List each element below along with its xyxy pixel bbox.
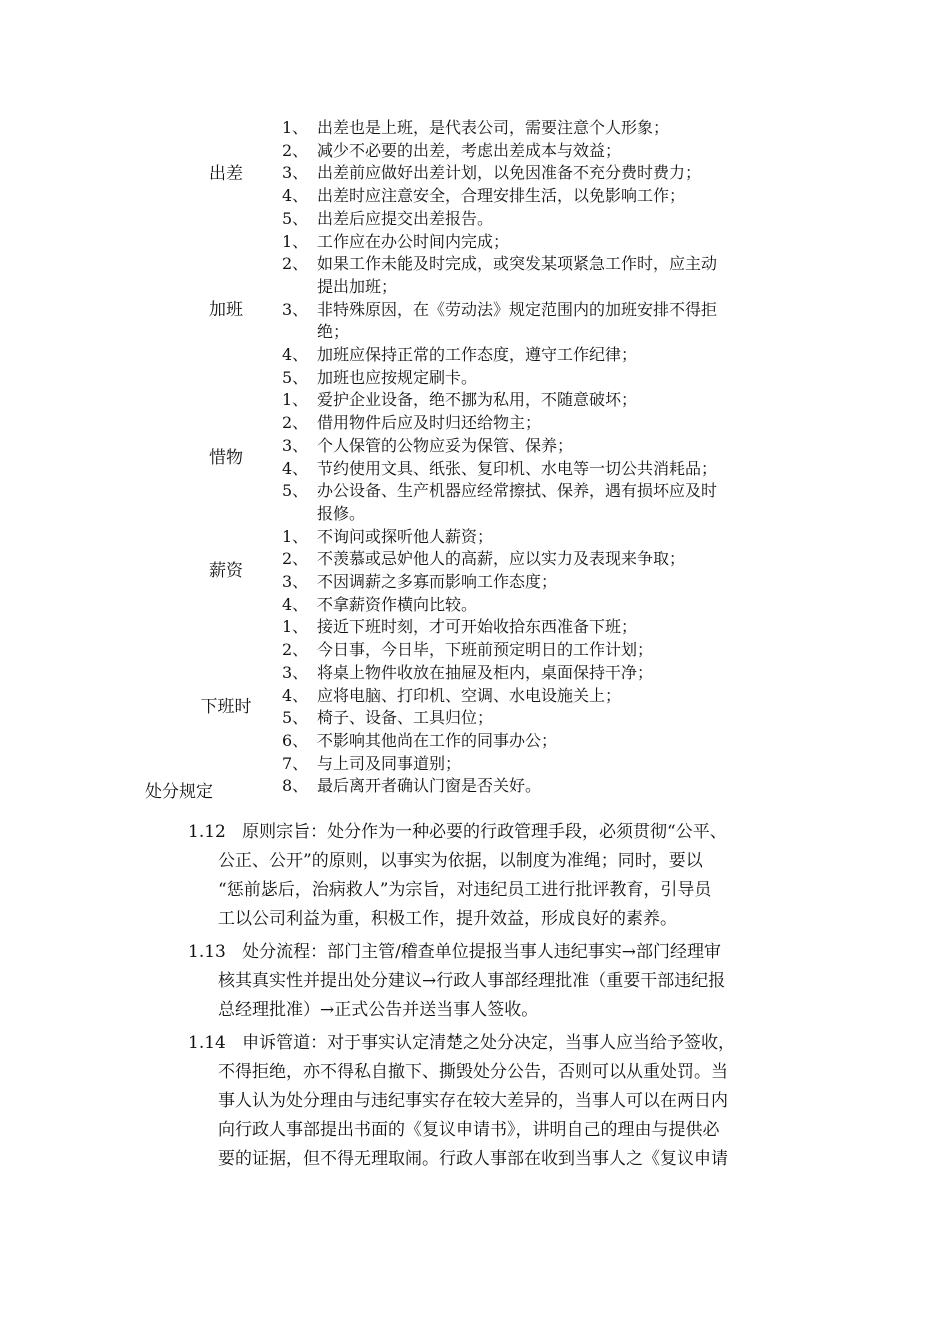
- rule-item-line: 减少不必要的出差，考虑出差成本与效益；: [317, 140, 622, 160]
- rule-item-number: 7、: [282, 753, 309, 773]
- rule-item-line: 办公设备、生产机器应经常擦拭、保养，遇有损坏应及时: [317, 481, 718, 501]
- rule-item-line: 出差时应注意安全，合理安排生活，以免影响工作；: [317, 186, 686, 206]
- rule-item-line: 将桌上物件收放在抽屉及柜内，桌面保持干净；: [317, 662, 654, 682]
- clause-paragraph: [188, 818, 800, 934]
- rule-category-label: 出差: [209, 163, 243, 184]
- rule-item-list: [262, 616, 830, 798]
- clause-line: 工以公司利益为重，积极工作，提升效益，形成良好的素养。: [218, 909, 677, 929]
- rule-item-text: [317, 162, 830, 185]
- rule-item-line: 非特殊原因，在《劳动法》规定范围内的加班安排不得拒: [317, 299, 718, 319]
- rule-item-number: 2、: [282, 549, 309, 569]
- rule-item-line: 工作应在办公时间内完成；: [317, 231, 510, 251]
- rule-item-number: 3、: [282, 435, 309, 455]
- rule-item-number: 5、: [282, 708, 309, 728]
- rule-item-line: 接近下班时刻，才可开始收拾东西准备下班；: [317, 617, 638, 637]
- rule-item: [262, 526, 830, 549]
- rule-item-number: 3、: [282, 299, 309, 319]
- rule-item-text: [317, 389, 830, 412]
- rule-item-number: 2、: [282, 413, 309, 433]
- rule-item-number: 1、: [282, 390, 309, 410]
- rule-item: [262, 344, 830, 367]
- rule-item-number: 8、: [282, 776, 309, 796]
- rule-item: [262, 412, 830, 435]
- rule-item-text: [317, 639, 830, 662]
- rule-item-line: 如果工作未能及时完成，或突发某项紧急工作时，应主动: [317, 254, 718, 274]
- rule-item-number: 5、: [282, 481, 309, 501]
- clause-line: 事人认为处分理由与违纪事实存在较大差异的，当事人可以在两日内: [218, 1091, 728, 1111]
- rule-item-line: 报修。: [317, 503, 366, 523]
- rule-item-number: 3、: [282, 572, 309, 592]
- rule-item: [262, 616, 830, 639]
- rule-item-line: 借用物件后应及时归还给物主；: [317, 413, 542, 433]
- rule-item-line: 最后离开者确认门窗是否关好。: [317, 776, 542, 796]
- rule-item-line: 不影响其他尚在工作的同事办公；: [317, 730, 558, 750]
- rule-group: [190, 389, 830, 525]
- rule-category-label: 惜物: [209, 447, 243, 468]
- rule-item-line: 椅子、设备、工具归位；: [317, 708, 494, 728]
- rule-item-line: 加班应保持正常的工作态度，遵守工作纪律；: [317, 345, 638, 365]
- rule-item-text: [317, 185, 830, 208]
- rule-item-line: 不询问或探听他人薪资；: [317, 526, 494, 546]
- rule-item: [262, 208, 830, 231]
- rule-item-number: 1、: [282, 526, 309, 546]
- rule-group: [190, 616, 830, 798]
- rule-category-label: 加班: [209, 299, 243, 320]
- rule-item-text: [317, 548, 830, 571]
- rule-item: [262, 753, 830, 776]
- rule-item-list: [262, 389, 830, 525]
- rule-item: [262, 775, 830, 798]
- clause-line: 公正、公开”的原则，以事实为依据，以制度为准绳；同时，要以: [218, 851, 703, 871]
- rule-item-number: 4、: [282, 594, 309, 614]
- rule-item-line: 出差也是上班，是代表公司，需要注意个人形象；: [317, 118, 670, 137]
- rule-item-text: [317, 571, 830, 594]
- rule-item-text: [317, 367, 830, 390]
- rule-item-text: [317, 208, 830, 231]
- rule-item-number: 4、: [282, 345, 309, 365]
- rule-item-text: [317, 231, 830, 254]
- rule-item: [262, 571, 830, 594]
- rule-item-line: 提出加班；: [317, 276, 398, 296]
- rule-item-text: [317, 616, 830, 639]
- rule-item-number: 5、: [282, 367, 309, 387]
- rule-item-text: [317, 526, 830, 549]
- rule-item: [262, 707, 830, 730]
- rule-item-line: 不羡慕或忌妒他人的高薪，应以实力及表现来争取；: [317, 549, 686, 569]
- rule-item-text: [317, 685, 830, 708]
- clause-line: “惩前毖后，治病救人”为宗旨，对违纪员工进行批评教育，引导员: [218, 880, 712, 900]
- rule-item-list: [262, 231, 830, 390]
- clause-line: 向行政人事部提出书面的《复议申请书》，讲明自己的理由与提供必: [218, 1120, 720, 1140]
- clause-line: 要的证据，但不得无理取闹。行政人事部在收到当事人之《复议申请: [218, 1149, 728, 1169]
- rule-item-line: 出差后应提交出差报告。: [317, 208, 494, 228]
- rule-item-line: 爱护企业设备，绝不挪为私用，不随意破坏；: [317, 390, 638, 410]
- clause-first-line: 1.12 原则宗旨：处分作为一种必要的行政管理手段，必须贯彻“公平、: [188, 822, 727, 842]
- rule-item: [262, 730, 830, 753]
- rule-item: [262, 662, 830, 685]
- clause-paragraph: [188, 938, 800, 1025]
- rule-item-line: 不因调薪之多寡而影响工作态度；: [317, 572, 558, 592]
- rule-item-line: 与上司及同事道别；: [317, 753, 462, 773]
- rule-item-number: 4、: [282, 685, 309, 705]
- rule-category-label: 薪资: [209, 561, 243, 582]
- rule-item-line: 绝；: [317, 322, 350, 342]
- rule-item-number: 4、: [282, 458, 309, 478]
- rule-item-text: [317, 253, 830, 298]
- clause-first-line: 1.14 申诉管道：对于事实认定清楚之处分决定，当事人应当给予签收，: [188, 1033, 736, 1053]
- rule-item-number: 4、: [282, 186, 309, 206]
- rule-item-text: [317, 435, 830, 458]
- rule-item: [262, 231, 830, 254]
- rule-item-line: 应将电脑、打印机、空调、水电设施关上；: [317, 685, 622, 705]
- rule-item-text: [317, 775, 830, 798]
- rule-item: [262, 162, 830, 185]
- conduct-rules-table: [190, 117, 830, 798]
- rule-item-number: 2、: [282, 640, 309, 660]
- rule-category-label: 下班时: [200, 697, 252, 718]
- rule-item-text: [317, 299, 830, 344]
- rule-item-number: 5、: [282, 208, 309, 228]
- rule-item: [262, 367, 830, 390]
- rule-item-text: [317, 730, 830, 753]
- rule-item-text: [317, 117, 830, 140]
- rule-item-number: 2、: [282, 140, 309, 160]
- rule-item-text: [317, 412, 830, 435]
- clause-line: 不得拒绝，亦不得私自撤下、撕毁处分公告，否则可以从重处罚。当: [218, 1062, 728, 1082]
- rule-item: [262, 458, 830, 481]
- rule-item: [262, 299, 830, 344]
- rule-item-list: [262, 117, 830, 231]
- clause-first-line: 1.13 处分流程：部门主管/稽查单位提报当事人违纪事实→部门经理审: [188, 942, 722, 962]
- rule-item: [262, 117, 830, 140]
- clause-list: [188, 818, 800, 1178]
- rule-item-list: [262, 526, 830, 617]
- clause-line: 核其真实性并提出处分建议→行政人事部经理批准（重要干部违纪报: [218, 971, 726, 991]
- rule-item-text: [317, 662, 830, 685]
- rule-item: [262, 639, 830, 662]
- rule-item-number: 3、: [282, 163, 309, 183]
- rule-item-text: [317, 707, 830, 730]
- rule-item: [262, 253, 830, 298]
- rule-item: [262, 685, 830, 708]
- rule-group: [190, 526, 830, 617]
- rule-item: [262, 480, 830, 525]
- rule-item-number: 1、: [282, 617, 309, 637]
- rule-item-text: [317, 480, 830, 525]
- clause-line: 总经理批准）→正式公告并送当事人签收。: [218, 1000, 539, 1020]
- rule-item-line: 个人保管的公物应妥为保管、保养；: [317, 435, 574, 455]
- rule-item-text: [317, 458, 830, 481]
- rule-item: [262, 548, 830, 571]
- rule-item: [262, 594, 830, 617]
- rule-item: [262, 140, 830, 163]
- rule-item: [262, 389, 830, 412]
- rule-item-line: 出差前应做好出差计划，以免因准备不充分费时费力；: [317, 163, 702, 183]
- rule-item-number: 3、: [282, 662, 309, 682]
- rule-item-number: 2、: [282, 254, 309, 274]
- rule-item-text: [317, 140, 830, 163]
- section-heading: 处分规定: [145, 782, 213, 802]
- rule-item-line: 不拿薪资作横向比较。: [317, 594, 478, 614]
- clause-paragraph: [188, 1029, 800, 1174]
- rule-item-line: 加班也应按规定刷卡。: [317, 367, 478, 387]
- rule-item-line: 节约使用文具、纸张、复印机、水电等一切公共消耗品；: [317, 458, 718, 478]
- rule-group: [190, 231, 830, 390]
- rule-item: [262, 185, 830, 208]
- rule-item-text: [317, 594, 830, 617]
- rule-item-text: [317, 753, 830, 776]
- rule-item-text: [317, 344, 830, 367]
- rule-item-line: 今日事，今日毕，下班前预定明日的工作计划；: [317, 640, 654, 660]
- rule-group: [190, 117, 830, 231]
- rule-item-number: 1、: [282, 118, 309, 137]
- rule-item: [262, 435, 830, 458]
- rule-item-number: 1、: [282, 231, 309, 251]
- rule-item-number: 6、: [282, 730, 309, 750]
